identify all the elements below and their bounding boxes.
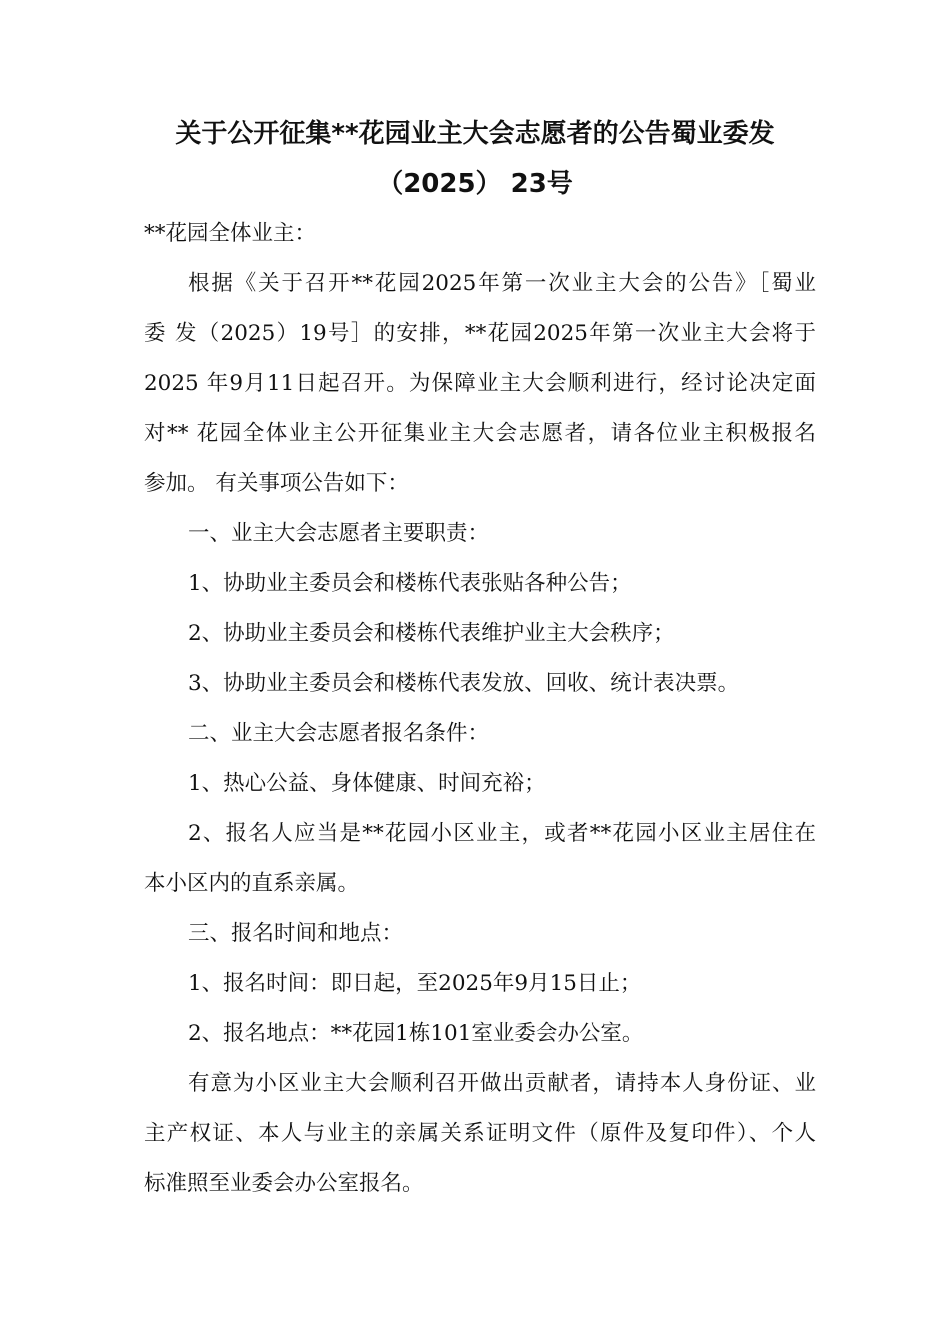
intro-line-2: 委 发（2025）19号］的安排，**花园2025年第一次业主大会将于 <box>144 321 816 346</box>
closing-line-1: 有意为小区业主大会顺利召开做出贡献者，请持本人身份证、业 <box>188 1071 816 1096</box>
section-2-heading: 二、业主大会志愿者报名条件： <box>188 721 490 746</box>
document-title-line-1: 关于公开征集**花园业主大会志愿者的公告蜀业委发 <box>175 119 775 149</box>
section-3-item-2: 2、报名地点：**花园1栋101室业委会办公室。 <box>188 1021 644 1046</box>
section-1-item-2: 2、协助业主委员会和楼栋代表维护业主大会秩序； <box>188 621 675 646</box>
section-1-item-3: 3、协助业主委员会和楼栋代表发放、回收、统计表决票。 <box>188 671 740 696</box>
intro-line-3: 2025 年9月11日起召开。为保障业主大会顺利进行，经讨论决定面 <box>144 371 816 396</box>
section-2-item-2-line-2: 本小区内的直系亲属。 <box>144 871 360 896</box>
closing-line-3: 标准照至业委会办公室报名。 <box>144 1171 424 1196</box>
section-3-item-1: 1、报名时间：即日起，至2025年9月15日止； <box>188 971 642 996</box>
salutation: **花园全体业主： <box>144 221 317 246</box>
intro-line-5: 参加。 有关事项公告如下： <box>144 471 409 496</box>
intro-line-1: 根据《关于召开**花园2025年第一次业主大会的公告》［蜀业 <box>188 271 816 296</box>
section-3-heading: 三、报名时间和地点： <box>188 921 404 946</box>
section-2-item-2-line-1: 2、报名人应当是**花园小区业主，或者**花园小区业主居住在 <box>188 821 816 846</box>
closing-line-2: 主产权证、本人与业主的亲属关系证明文件（原件及复印件）、个人 <box>144 1121 816 1146</box>
document-title-line-2: （2025） 23号 <box>377 169 573 199</box>
intro-line-4: 对** 花园全体业主公开征集业主大会志愿者，请各位业主积极报名 <box>144 421 816 446</box>
section-2-item-1: 1、热心公益、身体健康、时间充裕； <box>188 771 546 796</box>
section-1-item-1: 1、协助业主委员会和楼栋代表张贴各种公告； <box>188 571 632 596</box>
section-1-heading: 一、业主大会志愿者主要职责： <box>188 521 490 546</box>
